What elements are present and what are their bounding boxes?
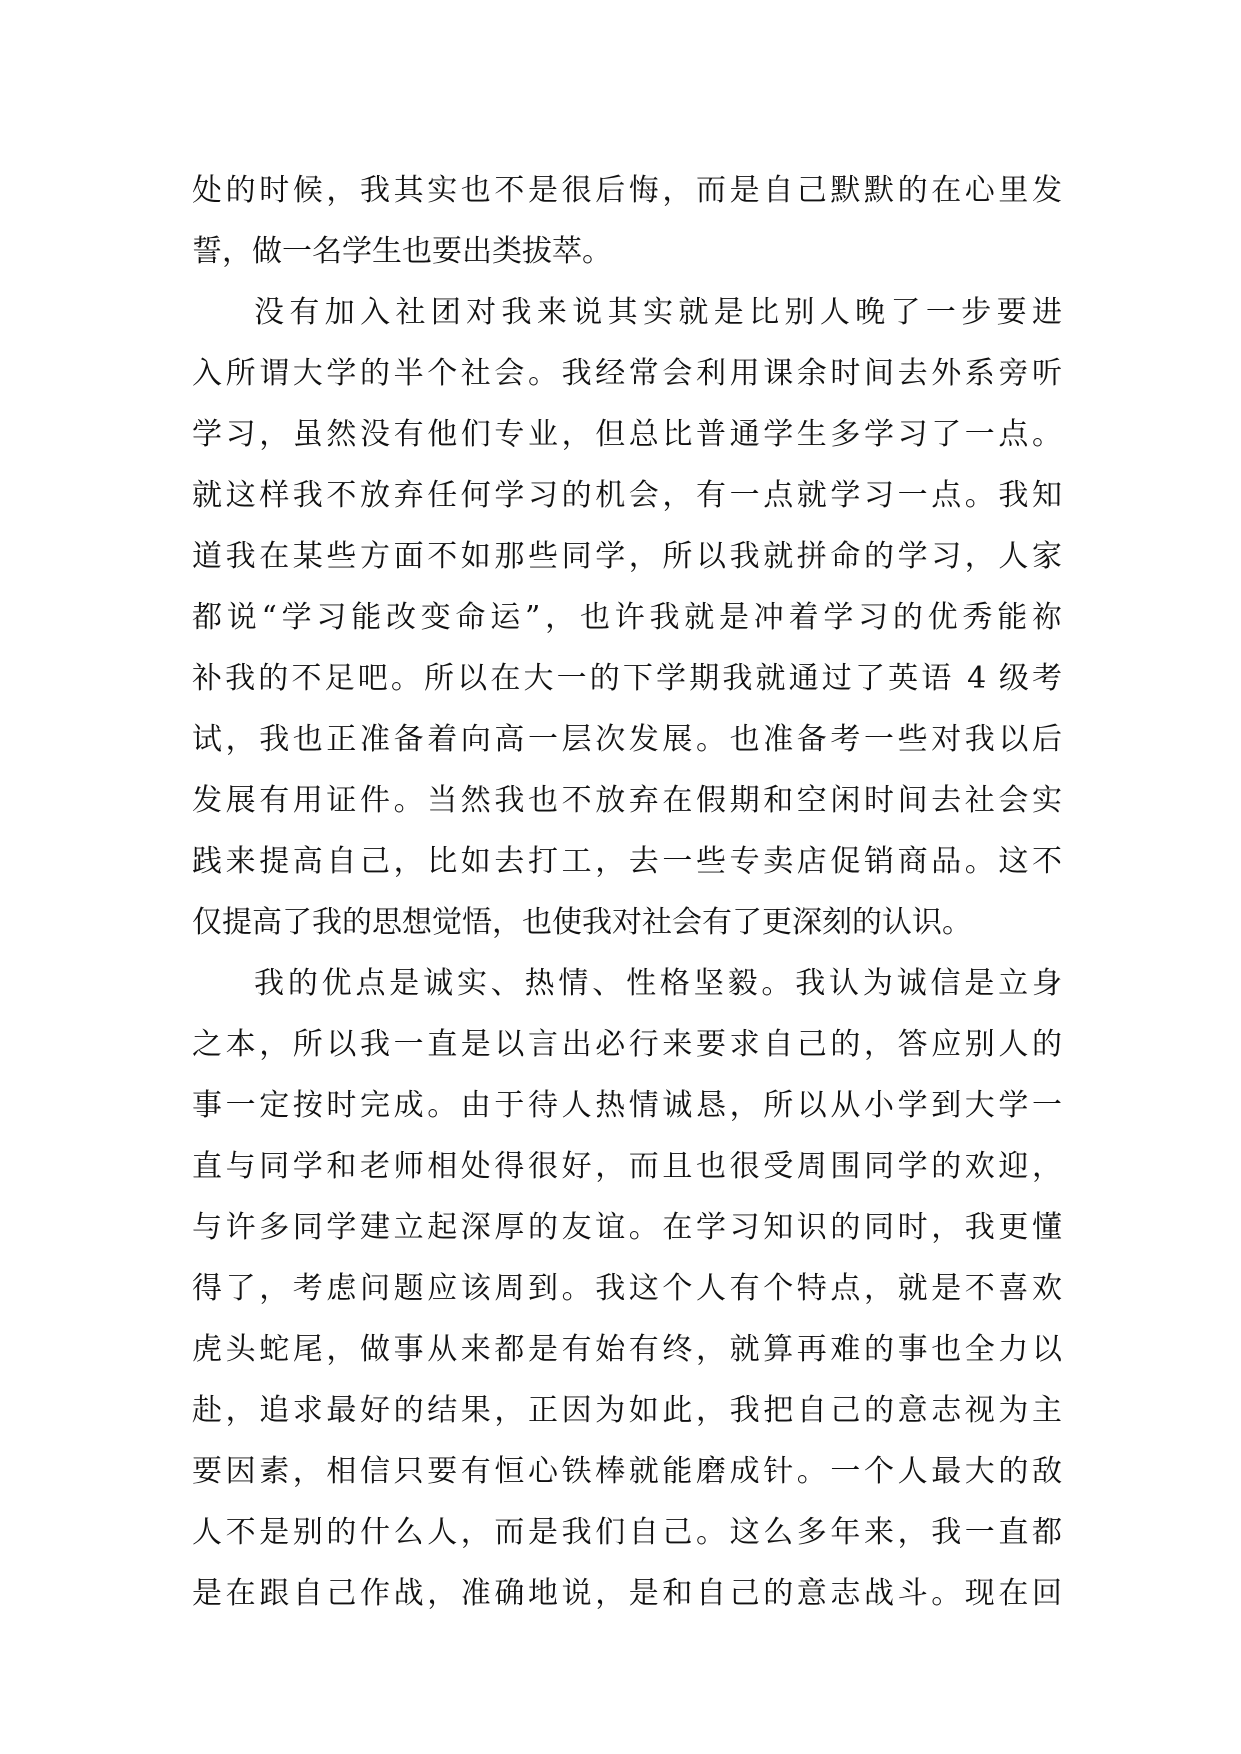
text-line: 是在跟自己作战，准确地说，是和自己的意志战斗。现在回 <box>192 1576 1062 1611</box>
paragraph-first-line: 没有加入社团对我来说其实就是比别人晚了一步要进 <box>254 295 1062 330</box>
text-line: 与许多同学建立起深厚的友谊。在学习知识的同时，我更懂 <box>192 1210 1062 1245</box>
text-line: 事一定按时完成。由于待人热情诚恳，所以从小学到大学一 <box>192 1088 1062 1123</box>
text-line: 就这样我不放弃任何学习的机会，有一点就学习一点。我知 <box>192 478 1062 513</box>
text-line: 发展有用证件。当然我也不放弃在假期和空闲时间去社会实 <box>192 783 1062 818</box>
text-line: 补我的不足吧。所以在大一的下学期我就通过了英语 4 级考 <box>192 661 1062 696</box>
text-line: 人不是别的什么人，而是我们自己。这么多年来，我一直都 <box>192 1515 1062 1550</box>
text-line: 道我在某些方面不如那些同学，所以我就拼命的学习，人家 <box>192 539 1062 574</box>
text-line: 处的时候，我其实也不是很后悔，而是自己默默的在心里发 <box>192 173 1062 208</box>
paragraph-first-line: 我的优点是诚实、热情、性格坚毅。我认为诚信是立身 <box>254 966 1062 1001</box>
text-line: 要因素，相信只要有恒心铁棒就能磨成针。一个人最大的敌 <box>192 1454 1062 1489</box>
text-line: 直与同学和老师相处得很好，而且也很受周围同学的欢迎， <box>192 1149 1062 1184</box>
text-line: 虎头蛇尾，做事从来都是有始有终，就算再难的事也全力以 <box>192 1332 1062 1367</box>
text-line: 仅提高了我的思想觉悟，也使我对社会有了更深刻的认识。 <box>192 905 972 940</box>
text-line: 试，我也正准备着向高一层次发展。也准备考一些对我以后 <box>192 722 1062 757</box>
text-line: 入所谓大学的半个社会。我经常会利用课余时间去外系旁听 <box>192 356 1062 391</box>
text-line: 都说“学习能改变命运”，也许我就是冲着学习的优秀能祢 <box>192 600 1062 635</box>
text-line: 誓，做一名学生也要出类拔萃。 <box>192 234 612 269</box>
text-line: 得了，考虑问题应该周到。我这个人有个特点，就是不喜欢 <box>192 1271 1062 1306</box>
document-body <box>192 160 1062 1624</box>
text-line: 践来提高自己，比如去打工，去一些专卖店促销商品。这不 <box>192 844 1062 879</box>
text-line: 赴，追求最好的结果，正因为如此，我把自己的意志视为主 <box>192 1393 1062 1428</box>
text-line: 学习，虽然没有他们专业，但总比普通学生多学习了一点。 <box>192 417 1062 452</box>
text-line: 之本，所以我一直是以言出必行来要求自己的，答应别人的 <box>192 1027 1062 1062</box>
